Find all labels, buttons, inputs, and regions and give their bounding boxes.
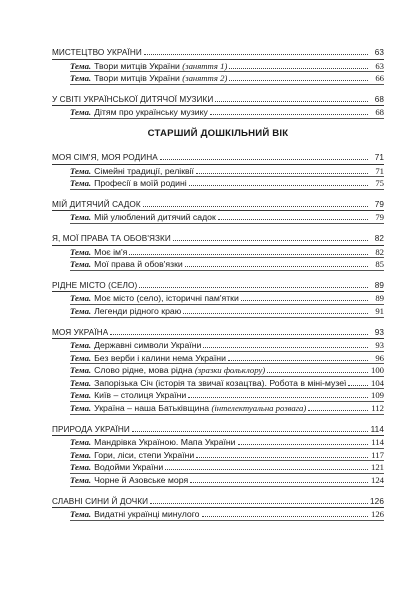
dot-leader: [183, 312, 368, 314]
topic-row[interactable]: [52, 72, 384, 85]
section-page-number: 126: [370, 496, 384, 506]
section-title: МІЙ ДИТЯЧИЙ САДОК: [52, 199, 141, 209]
topic-row[interactable]: [52, 377, 384, 390]
section-page-number: 82: [374, 233, 384, 243]
dot-leader: [173, 239, 368, 241]
topic-label: [70, 449, 194, 462]
topic-page-number: 91: [375, 305, 384, 316]
topic-title: Професії в моїй родині: [94, 178, 187, 189]
toc-section: [52, 280, 384, 318]
topic-row[interactable]: [52, 474, 384, 487]
topic-title: Легенди рідного краю: [94, 305, 182, 316]
topic-page-number: 89: [375, 293, 384, 304]
topic-keyword: Тема.: [70, 340, 92, 351]
toc-section: [52, 152, 384, 190]
topic-keyword: Тема.: [70, 462, 92, 473]
section-page-number: 93: [374, 327, 384, 337]
topic-label: [70, 436, 236, 449]
toc-section: [52, 199, 384, 224]
section-heading-row[interactable]: [52, 47, 384, 60]
dot-leader: [228, 359, 368, 361]
topic-keyword: Тема.: [70, 259, 92, 270]
topic-row[interactable]: [52, 461, 384, 474]
topic-title: Моє ім'я: [94, 246, 128, 257]
topic-page-number: 112: [371, 403, 384, 414]
toc-section: [52, 94, 384, 119]
topic-keyword: Тема.: [70, 352, 92, 363]
topic-title: Твори митців України: [94, 60, 183, 71]
topic-label: [70, 402, 306, 415]
dot-leader: [229, 79, 368, 81]
topic-keyword: Тема.: [70, 365, 92, 376]
dot-leader: [189, 184, 368, 186]
topic-label: [70, 258, 183, 271]
topic-title: Мої права й обов'язки: [94, 259, 183, 270]
topic-title: Твори митців України: [94, 73, 183, 84]
section-heading-row[interactable]: [52, 424, 384, 437]
topic-title: Моє місто (село), історичні пам'ятки: [94, 293, 239, 304]
topic-page-number: 68: [375, 107, 384, 118]
dot-leader: [144, 53, 368, 55]
section-page-number: 71: [374, 152, 384, 162]
topic-page-number: 71: [375, 165, 384, 176]
topic-row[interactable]: [52, 165, 384, 178]
topic-page-number: 121: [370, 462, 384, 473]
dot-leader: [165, 468, 368, 470]
section-heading-row[interactable]: [52, 94, 384, 107]
topic-label: [70, 211, 216, 224]
dot-leader: [143, 205, 368, 207]
topic-label: [70, 165, 194, 178]
table-of-contents: [52, 47, 384, 530]
section-page-number: 63: [374, 48, 384, 57]
dot-leader: [150, 502, 368, 504]
topic-row[interactable]: [52, 449, 384, 462]
section-title: РІДНЕ МІСТО (СЕЛО): [52, 280, 138, 290]
topic-page-number: 117: [371, 449, 384, 460]
section-title: МОЯ УКРАЇНА: [52, 327, 109, 337]
dot-leader: [348, 384, 368, 386]
dot-leader: [132, 430, 368, 432]
topic-page-number: 114: [371, 437, 384, 448]
dot-leader: [196, 456, 368, 458]
topic-row[interactable]: [52, 508, 384, 521]
dot-leader: [238, 443, 368, 445]
topic-row[interactable]: [52, 177, 384, 190]
topic-row[interactable]: [52, 106, 384, 119]
topic-page-number: 96: [375, 352, 384, 363]
topic-note: (заняття 1): [182, 60, 228, 71]
topic-keyword: Тема.: [70, 212, 92, 223]
section-heading-row[interactable]: [52, 280, 384, 293]
topic-label: [70, 508, 200, 521]
dot-leader: [188, 396, 368, 398]
topic-label: [70, 305, 181, 318]
toc-group-b: [52, 152, 384, 521]
topic-row[interactable]: [52, 436, 384, 449]
topic-title: Сімейні традиції, реліквії: [94, 165, 194, 176]
topic-keyword: Тема.: [70, 305, 92, 316]
topic-page-number: 124: [370, 475, 384, 486]
part-title: СТАРШИЙ ДОШКІЛЬНИЙ ВІК: [147, 127, 289, 139]
topic-note: (заняття 2): [182, 73, 228, 84]
topic-note: (інтелектуальна розвага): [211, 403, 307, 414]
topic-page-number: 79: [375, 212, 384, 223]
topic-title: Мій улюблений дитячий садок: [94, 212, 216, 223]
topic-page-number: 109: [370, 390, 384, 401]
dot-leader: [215, 100, 368, 102]
dot-leader: [190, 481, 368, 483]
dot-leader: [210, 113, 368, 115]
section-heading-row[interactable]: [52, 496, 384, 509]
topic-row[interactable]: [52, 389, 384, 402]
toc-section: [52, 233, 384, 271]
topic-row[interactable]: [52, 60, 384, 73]
toc-section: [52, 327, 384, 415]
topic-keyword: Тема.: [70, 437, 92, 448]
topic-label: [70, 339, 201, 352]
topic-title: Дітям про українську музику: [94, 107, 208, 118]
topic-title: Гори, ліси, степи України: [94, 449, 195, 460]
section-page-number: 114: [370, 424, 384, 434]
section-heading-row[interactable]: [52, 152, 384, 165]
topic-label: [70, 292, 239, 305]
topic-row[interactable]: [52, 339, 384, 352]
toc-section: [52, 424, 384, 487]
dot-leader: [196, 172, 368, 174]
dot-leader: [241, 299, 368, 301]
topic-label: [70, 364, 265, 377]
topic-title: Слово рідне, мова рідна: [94, 365, 195, 376]
section-page-number: 68: [374, 94, 384, 104]
topic-label: [70, 246, 127, 259]
dot-leader: [267, 371, 368, 373]
topic-keyword: Тема.: [70, 403, 92, 414]
topic-keyword: Тема.: [70, 107, 92, 118]
topic-keyword: Тема.: [70, 73, 92, 84]
topic-page-number: 66: [375, 73, 384, 84]
section-heading-row[interactable]: [52, 233, 384, 246]
topic-label: [70, 352, 226, 365]
section-title: МОЯ СІМ'Я, МОЯ РОДИНА: [52, 152, 158, 162]
topic-page-number: 104: [370, 377, 384, 388]
dot-leader: [185, 265, 368, 267]
section-heading-row[interactable]: [52, 199, 384, 212]
topic-keyword: Тема.: [70, 246, 92, 257]
dot-leader: [129, 253, 368, 255]
topic-keyword: Тема.: [70, 377, 92, 388]
topic-row[interactable]: [52, 292, 384, 305]
topic-page-number: 100: [370, 365, 384, 376]
topic-page-number: 93: [375, 340, 384, 351]
topic-keyword: Тема.: [70, 178, 92, 189]
topic-title: Мандрівка Україною. Мапа України: [94, 437, 236, 448]
topic-keyword: Тема.: [70, 449, 92, 460]
dot-leader: [203, 346, 368, 348]
toc-section: [52, 496, 384, 521]
topic-label: [70, 461, 163, 474]
topic-label: [70, 106, 208, 119]
topic-note: (зразки фольклору): [194, 365, 266, 376]
topic-keyword: Тема.: [70, 293, 92, 304]
dot-leader: [139, 286, 368, 288]
topic-keyword: Тема.: [70, 390, 92, 401]
topic-keyword: Тема.: [70, 165, 92, 176]
section-title: У СВІТІ УКРАЇНСЬКОЇ ДИТЯЧОЇ МУЗИКИ: [52, 94, 214, 104]
topic-title: Без верби і калини нема України: [94, 352, 226, 363]
section-heading-row[interactable]: [52, 327, 384, 340]
topic-page-number: 85: [375, 259, 384, 270]
topic-title: Київ – столиця України: [94, 390, 187, 401]
toc-section: [52, 47, 384, 85]
section-page-number: 79: [374, 199, 384, 209]
topic-row[interactable]: [52, 364, 384, 377]
dot-leader: [229, 67, 368, 69]
topic-label: [70, 60, 227, 73]
topic-page-number: 126: [370, 509, 384, 520]
dot-leader: [110, 333, 368, 335]
section-title: МИСТЕЦТВО УКРАЇНИ: [52, 48, 142, 57]
section-title: ПРИРОДА УКРАЇНИ: [52, 424, 130, 434]
topic-row[interactable]: [52, 258, 384, 271]
dot-leader: [308, 409, 368, 411]
topic-title: Запорізька Січ (історія та звичаї козацтва). Робота в міні-музеї: [94, 377, 347, 388]
topic-label: [70, 377, 346, 390]
topic-row[interactable]: [52, 305, 384, 318]
topic-label: [70, 474, 188, 487]
topic-row[interactable]: [52, 211, 384, 224]
section-title: Я, МОЇ ПРАВА ТА ОБОВ'ЯЗКИ: [52, 233, 171, 243]
topic-title: Чорне й Азовське моря: [94, 475, 189, 486]
toc-group-a: [52, 47, 384, 119]
topic-label: [70, 72, 227, 85]
topic-keyword: Тема.: [70, 475, 92, 486]
topic-keyword: Тема.: [70, 509, 92, 520]
topic-page-number: 63: [375, 60, 384, 71]
section-page-number: 89: [374, 280, 384, 290]
topic-label: [70, 177, 187, 190]
topic-title: Водойми України: [94, 462, 164, 473]
dot-leader: [160, 158, 368, 160]
topic-label: [70, 389, 186, 402]
topic-page-number: 75: [375, 178, 384, 189]
topic-title: Україна – наша Батьківщина: [94, 403, 212, 414]
section-title: СЛАВНІ СИНИ Й ДОЧКИ: [52, 496, 149, 506]
topic-row[interactable]: [52, 246, 384, 259]
topic-keyword: Тема.: [70, 60, 92, 71]
topic-row[interactable]: [52, 402, 384, 415]
topic-title: Державні символи України: [94, 340, 202, 351]
topic-row[interactable]: [52, 352, 384, 365]
dot-leader: [202, 515, 368, 517]
topic-page-number: 82: [375, 246, 384, 257]
topic-title: Видатні українці минулого: [94, 509, 200, 520]
dot-leader: [218, 218, 368, 220]
